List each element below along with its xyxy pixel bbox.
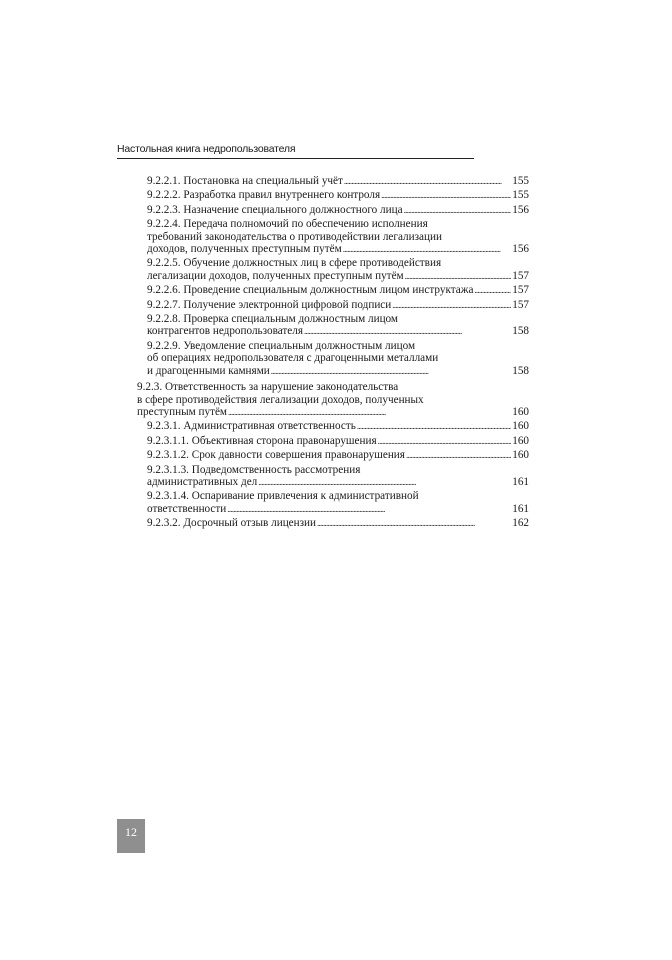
toc-entry[interactable] [147,490,529,515]
toc-entry-text: об операциях недропользователя с драгоценными металлами [147,352,439,365]
toc-page-number: 155 [512,175,529,187]
toc-entry-text: 9.2.3.1.2. Срок давности совершения правонарушения [147,449,405,462]
dot-leader [317,517,511,529]
dot-leader [304,325,511,337]
toc-entry[interactable] [147,218,529,255]
dot-leader [271,365,511,377]
toc-page-number: 158 [512,325,529,338]
dot-leader [474,284,511,296]
toc-entry[interactable] [137,381,529,418]
toc-entry-text: требований законодательства о противодействии легализации [147,230,442,243]
toc-entry-text: административных дел [147,475,258,488]
toc-entry-text: контрагентов недропользователя [147,325,303,338]
toc-entry[interactable] [147,189,529,201]
running-header-title: Настольная книга недропользователя [117,143,296,155]
toc-page-number: 161 [512,475,529,488]
toc-entry-text: 9.2.3.1. Административная ответственность [147,420,356,433]
dot-leader [357,420,511,432]
dot-leader [227,503,511,515]
toc-entry-text: 9.2.2.3. Назначение специального должностного лица [147,203,403,216]
toc-entry[interactable] [147,435,529,447]
dot-leader [258,476,511,488]
toc-page-number: 160 [512,449,529,462]
toc-page-number: 157 [512,298,529,311]
toc-entry-text: преступным путём [137,405,228,418]
toc-entry[interactable] [147,420,529,432]
toc-entry-text: 9.2.2.9. Уведомление специальным должностным лицом [147,339,416,352]
running-header [117,143,474,159]
toc-entry-text: ответственности [147,502,227,515]
toc-page-number: 158 [512,364,529,377]
dot-leader [406,449,511,461]
toc-entry[interactable] [147,299,529,311]
toc-entry-text: 9.2.2.1. Постановка на специальный учёт [147,175,343,187]
dot-leader [381,189,511,201]
toc-entry-text: 9.2.2.5. Обучение должностных лиц в сфере противодействия [147,257,442,270]
toc-page-number: 162 [512,517,529,530]
toc-entry-text: и драгоценными камнями [147,364,270,377]
toc-page-number: 156 [512,243,529,256]
dot-leader [344,175,511,187]
toc-entry[interactable] [147,340,529,377]
page-number-box [117,819,145,853]
toc-entry[interactable] [147,284,529,296]
toc-entry-text: в сфере противодействия легализации доходов, полученных [137,393,424,406]
page-number: 12 [125,825,137,839]
toc-entry-text: 9.2.3.2. Досрочный отзыв лицензии [147,517,317,530]
toc-entry[interactable] [147,175,529,187]
toc-page-number: 160 [512,420,529,433]
toc-entry-text: 9.2.2.8. Проверка специальным должностным лицом [147,313,399,326]
toc-entry[interactable] [147,517,529,529]
toc-page-number: 156 [512,203,529,216]
toc-entry-text: 9.2.2.2. Разработка правил внутреннего контроля [147,189,381,202]
toc-page-number: 160 [512,405,529,418]
toc-page-number: 161 [512,502,529,515]
table-of-contents [137,175,529,532]
toc-page-number: 160 [512,434,529,447]
toc-entry-text: 9.2.2.6. Проведение специальным должностным лицом инструктажа [147,284,474,297]
toc-entry-text: доходов, полученных преступным путём [147,243,342,256]
toc-entry-text: 9.2.2.7. Получение электронной цифровой подписи [147,298,392,311]
toc-entry-text: 9.2.3.1.1. Объективная сторона правонарушения [147,434,377,447]
toc-entry[interactable] [147,257,529,282]
dot-leader [404,204,512,216]
dot-leader [392,299,511,311]
toc-entry[interactable] [147,449,529,461]
toc-page-number: 157 [512,284,529,297]
toc-entry[interactable] [147,204,529,216]
toc-entry-text: 9.2.3. Ответственность за нарушение законодательства [137,381,399,394]
toc-entry-text: 9.2.2.4. Передача полномочий по обеспечению исполнения [147,218,428,231]
toc-entry[interactable] [147,313,529,338]
dot-leader [378,435,512,447]
toc-page-number: 157 [512,269,529,282]
toc-entry-text: 9.2.3.1.4. Оспаривание привлечения к административной [147,490,419,503]
toc-entry-text: 9.2.3.1.3. Подведомственность рассмотрения [147,463,361,476]
dot-leader [343,243,512,255]
toc-entry-text: легализации доходов, полученных преступным путём [147,269,404,282]
toc-entry[interactable] [147,464,529,489]
dot-leader [405,270,512,282]
dot-leader [228,406,511,418]
toc-page-number: 155 [512,189,529,202]
